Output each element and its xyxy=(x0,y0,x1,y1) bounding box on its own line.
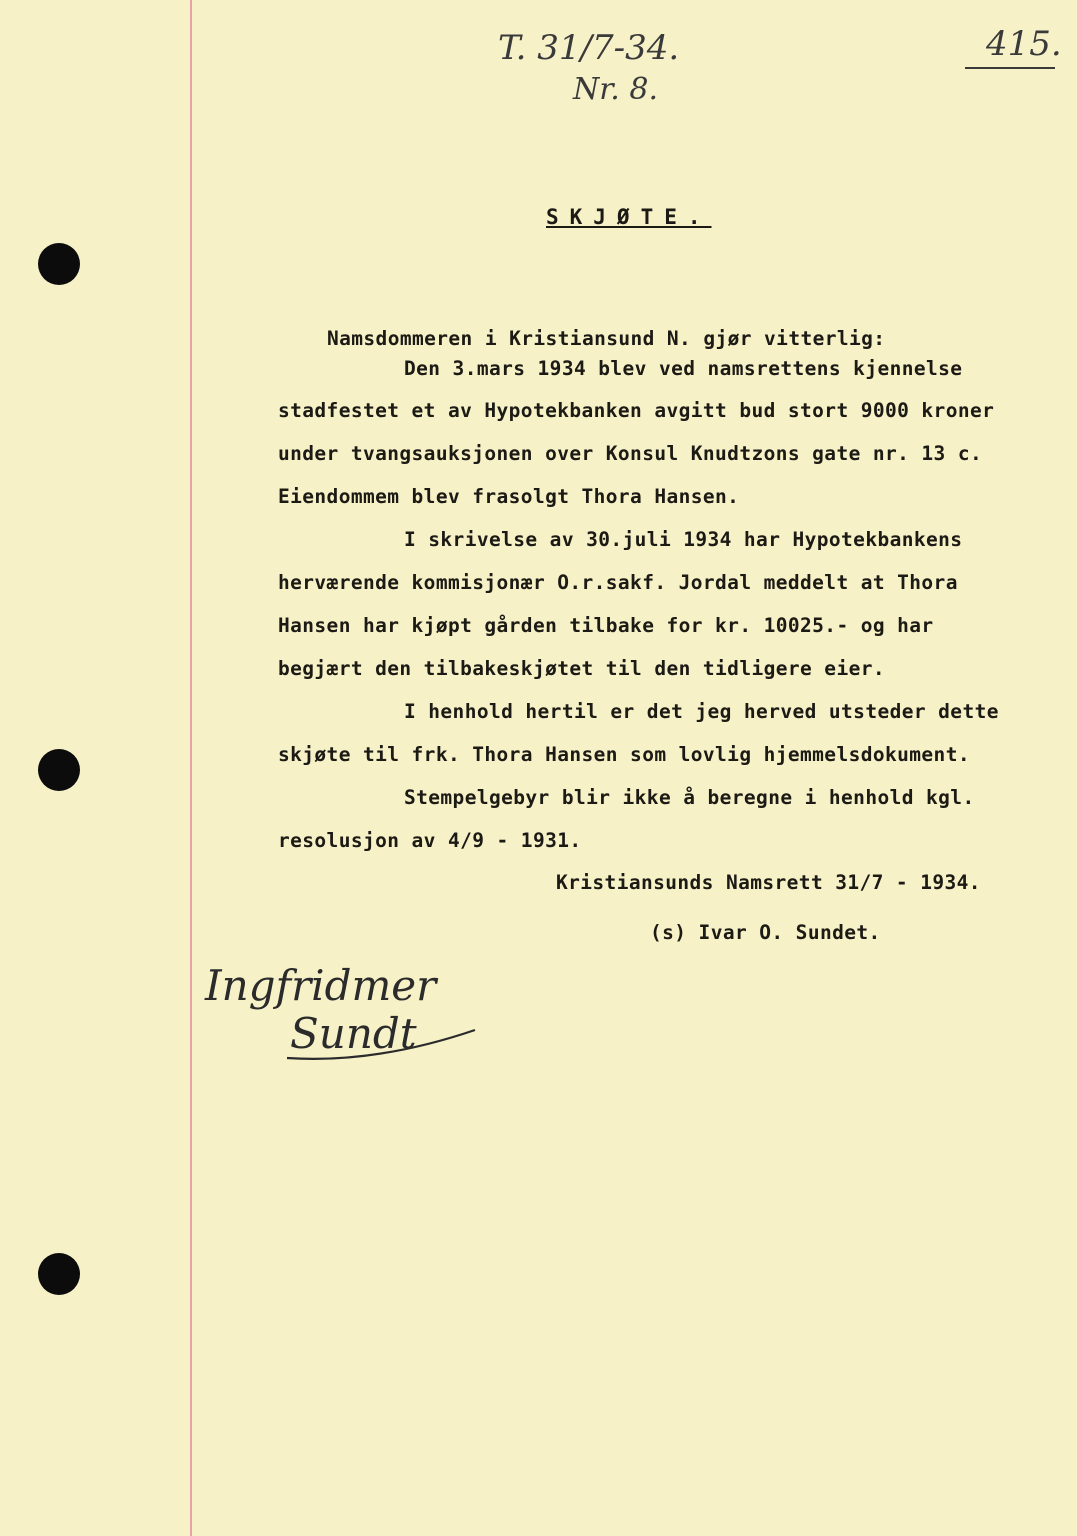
punch-hole xyxy=(38,749,80,791)
body-line: I skrivelse av 30.juli 1934 har Hypotekbankens xyxy=(404,528,963,551)
body-line: skjøte til frk. Thora Hansen som lovlig hjemmelsdokument. xyxy=(278,743,970,766)
body-line: under tvangsauksjonen over Konsul Knudtzons gate nr. 13 c. xyxy=(278,442,983,465)
body-line: begjært den tilbakeskjøtet til den tidligere eier. xyxy=(278,657,885,680)
body-line: Namsdommeren i Kristiansund N. gjør vitterlig: xyxy=(327,327,886,350)
place-and-date: Kristiansunds Namsrett 31/7 - 1934. xyxy=(556,871,981,894)
handwritten-signature xyxy=(195,960,495,1070)
signature-line-1: Ingfridmer xyxy=(205,961,437,1010)
punch-hole xyxy=(38,1253,80,1295)
signer-name: (s) Ivar O. Sundet. xyxy=(650,921,881,944)
signature-line-2: Sundt xyxy=(290,1009,417,1058)
page-number: 415. xyxy=(986,24,1062,64)
body-line: stadfestet et av Hypotekbanken avgitt bud stort 9000 kroner xyxy=(278,399,995,422)
margin-line xyxy=(190,0,192,1536)
punch-hole xyxy=(38,243,80,285)
handwritten-number-note: Nr. 8. xyxy=(573,72,658,107)
body-line: I henhold hertil er det jeg herved utsteder dette xyxy=(404,700,999,723)
body-line: Den 3.mars 1934 blev ved namsrettens kjennelse xyxy=(404,357,963,380)
body-line: Eiendommem blev frasolgt Thora Hansen. xyxy=(278,485,740,508)
body-line: Stempelgebyr blir ikke å beregne i henhold kgl. xyxy=(404,786,975,809)
page-number-underline xyxy=(965,67,1055,69)
document-title: SKJØTE. xyxy=(546,205,712,229)
handwritten-date-note: T. 31/7-34. xyxy=(498,28,680,68)
body-line: resolusjon av 4/9 - 1931. xyxy=(278,829,582,852)
body-line: herværende kommisjonær O.r.sakf. Jordal meddelt at Thora xyxy=(278,571,958,594)
body-line: Hansen har kjøpt gården tilbake for kr. 10025.- og har xyxy=(278,614,934,637)
